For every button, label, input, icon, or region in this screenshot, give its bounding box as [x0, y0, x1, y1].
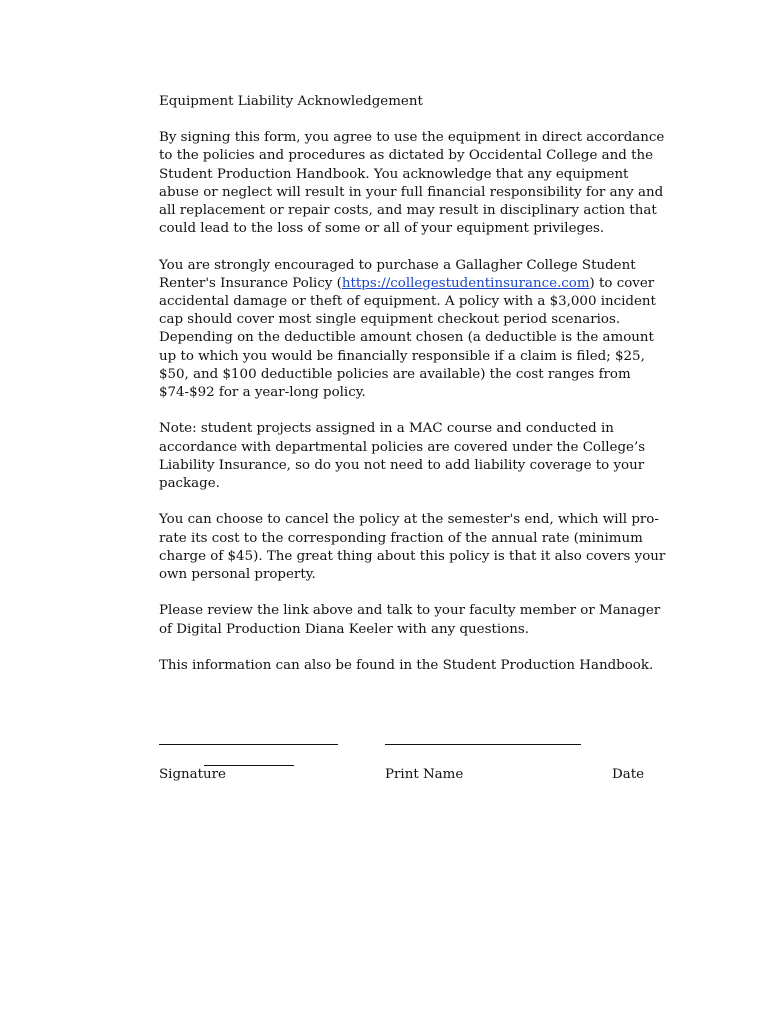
paragraph-liability-note: Note: student projects assigned in a MAC course and conducted in accordance with departmental policies are covered under the College’s Liability Insurance, so do you not need to add liability coverage to your package. — [159, 421, 646, 492]
document-title: Equipment Liability Acknowledgement — [159, 94, 423, 109]
insurance-policy-link[interactable]: https://collegestudentinsurance.com — [341, 275, 590, 291]
insurance-text-start: You are strongly encouraged to purchase a Gallagher College Student Renter's Insurance Policy ( — [159, 257, 636, 291]
paragraph-insurance — [159, 257, 669, 403]
signature-line[interactable] — [159, 744, 338, 745]
paragraph-agreement: By signing this form, you agree to use the equipment in direct accordance to the policies and procedures as dictated by Occidental College and the Student Production Handbook. You acknowledge that any equipment abuse or neglect will result in your full financial responsibility for any and all replacement or repair costs, and may result in disciplinary action that could lead to the loss of some or all of your equipment privileges. — [159, 130, 665, 237]
date-line[interactable] — [204, 765, 294, 766]
document-body — [159, 93, 669, 693]
print-name-line[interactable] — [385, 744, 581, 745]
insurance-text-end: ) to cover accidental damage or theft of equipment. A policy with a $3,000 incident cap should cover most single equipment checkout period scenarios. Depending on the deductible amount chosen (a deductible is the amount up to which you would be financially responsible if a claim is filed; $25, $50, and $100 deductible policies are available) the cost ranges from $74-$92 for a year-long policy. — [159, 275, 656, 401]
paragraph-questions: Please review the link above and talk to your faculty member or Manager of Digital Production Diana Keeler with any questions. — [159, 603, 661, 637]
paragraph-cancel-policy: You can choose to cancel the policy at the semester's end, which will pro-rate its cost to the corresponding fraction of the annual rate (minimum charge of $45). The great thing about this policy is that it also covers your own personal property. — [159, 512, 666, 583]
date-label: Date — [612, 767, 645, 782]
print-name-label: Print Name — [385, 767, 464, 782]
signature-label: Signature — [159, 767, 226, 782]
paragraph-handbook: This information can also be found in the Student Production Handbook. — [159, 658, 654, 674]
